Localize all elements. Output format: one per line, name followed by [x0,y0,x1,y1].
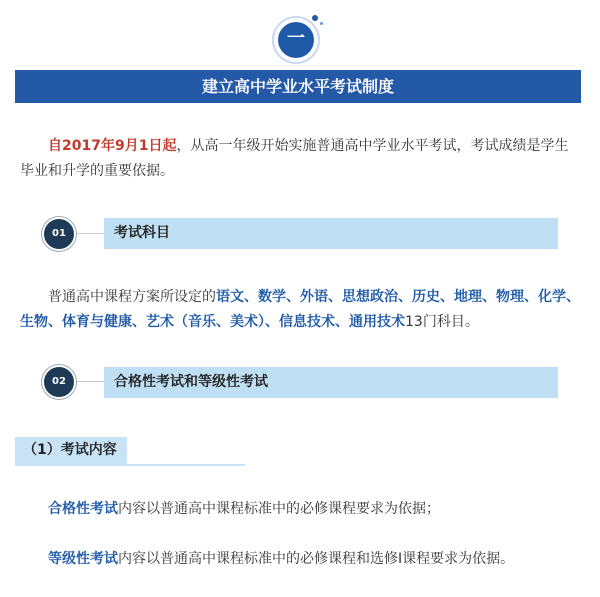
chapter-title: 建立高中学业水平考试制度 [15,70,581,103]
intro-paragraph [20,134,582,184]
section-title-subjects: 考试科目 [104,218,558,249]
section-number-02: 02 [42,365,76,399]
section-title-exams: 合格性考试和等级性考试 [104,367,558,398]
subsection-underline [15,464,245,466]
exam-term: 合格性考试 [48,501,118,517]
decor-dot-small [320,22,323,25]
chapter-number: 一 [278,22,314,58]
exam-item [20,497,582,522]
subjects-paragraph [20,285,582,335]
subjects-lead-text: 普通高中课程方案所设定的 [48,289,216,305]
exam-description: 内容以普通高中课程标准中的必修课程和选修Ⅰ课程要求为依据。 [118,551,515,567]
decor-dot [312,15,318,21]
subsection-title: （1）考试内容 [15,437,127,464]
exam-description: 内容以普通高中课程标准中的必修课程要求为依据； [118,501,440,517]
exam-item [20,547,582,572]
chapter-badge [272,16,320,64]
intro-text: ，从高一年级开始实施普通高中学业水平考试，考试成绩是学生毕业和升学的重要依据。 [20,138,569,179]
section-number-01: 01 [42,217,76,251]
subjects-list: 语文、数学、外语、思想政治、历史、地理、物理、化学、生物、体育与健康、艺术（音乐、美术）、信息技术、通用技术 [20,289,580,330]
subjects-tail-text: 13门科目。 [405,314,479,330]
exam-term: 等级性考试 [48,551,118,567]
intro-date-highlight: 自2017年9月1日起 [48,138,177,154]
